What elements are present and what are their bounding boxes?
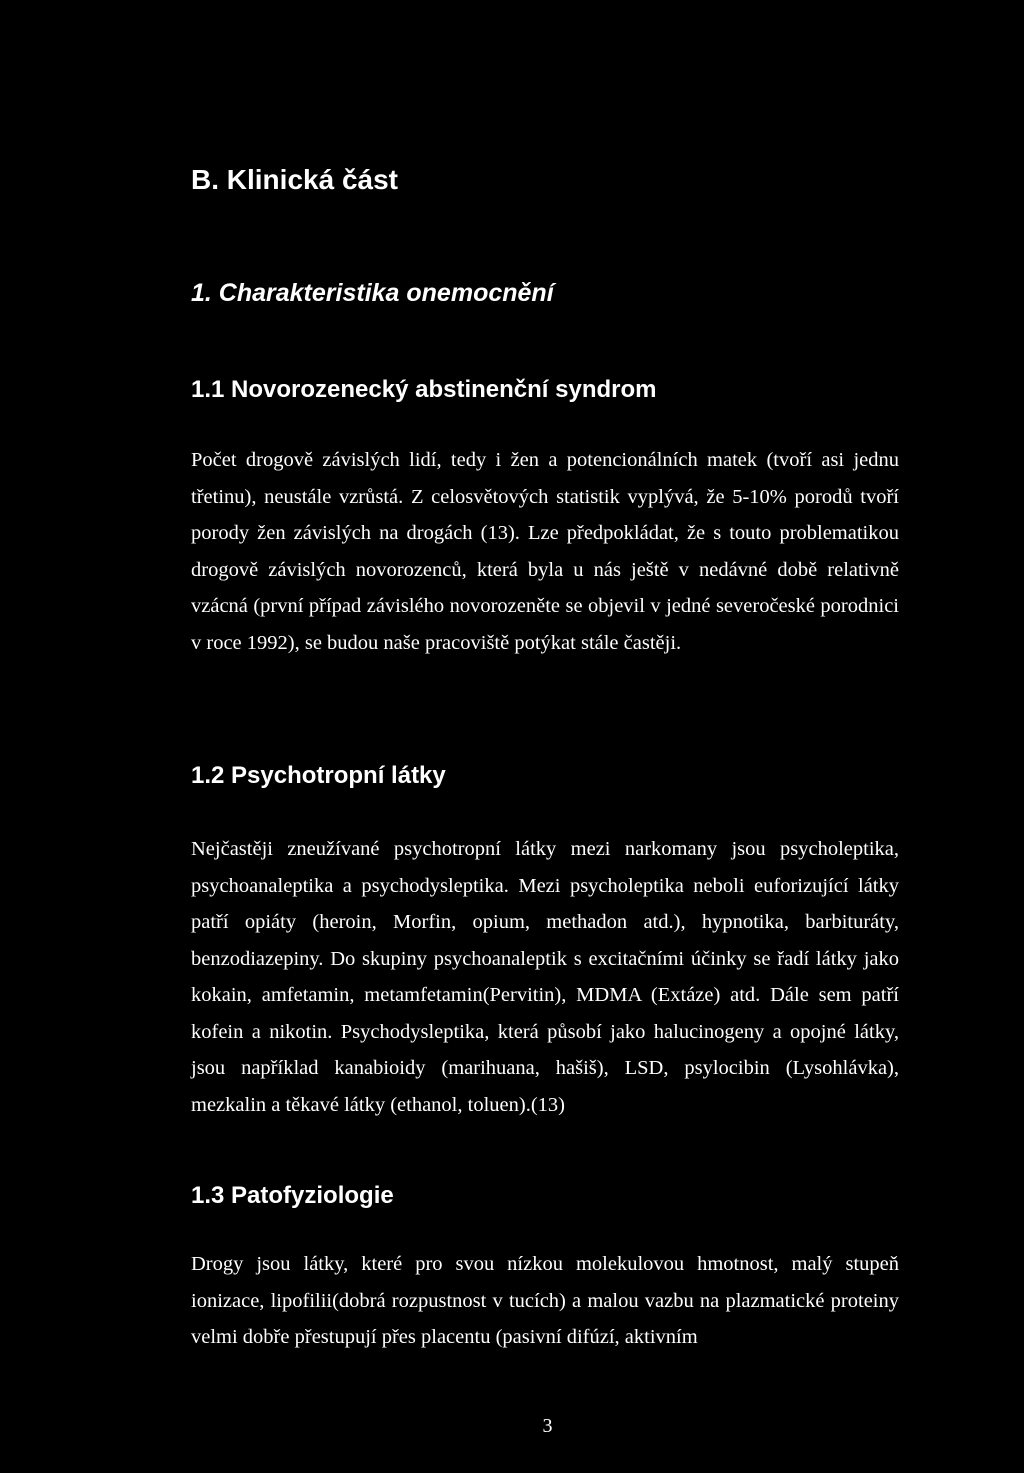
page-number: 3	[542, 1415, 553, 1437]
heading-1-3: 1.3 Patofyziologie	[191, 1182, 394, 1209]
paragraph-1-2: Nejčastěji zneužívané psychotropní látky mezi narkomany jsou psycholeptika, psychoanaleptika a psychodysleptika. Mezi psycholeptika neboli euforizující látky patří opiáty (heroin, Morfin, opium, methadon atd.), hypnotika, barbituráty, benzodiazepiny. Do skupiny psychoanaleptik s excitačními účinky se řadí látky jako kokain, amfetamin, metamfetamin(Pervitin), MDMA (Extáze) atd. Dále sem patří kofein a nikotin. Psychodysleptika, která působí jako halucinogeny a opojné látky, jsou například kanabioidy (marihuana, hašiš), LSD, psylocibin (Lysohlávka), mezkalin a těkavé látky (ethanol, toluen).(13)	[191, 838, 899, 1116]
paragraph-1-1: Počet drogově závislých lidí, tedy i žen a potencionálních matek (tvoří asi jednu třetinu), neustále vzrůstá. Z celosvětových statistik vyplývá, že 5-10% porodů tvoří porody žen závislých na drogách (13). Lze předpokládat, že s touto problematikou drogově závislých novorozenců, která byla u nás ještě v nedávné době relativně vzácná (první případ závislého novorozeněte se objevil v jedné severočeské porodnici v roce 1992), se budou naše pracoviště potýkat stále častěji.	[191, 449, 899, 654]
heading-1-1: 1.1 Novorozenecký abstinenční syndrom	[191, 376, 657, 403]
chapter-title: 1. Charakteristika onemocnění	[191, 279, 554, 307]
paragraph-1-3: Drogy jsou látky, které pro svou nízkou molekulovou hmotnost, malý stupeň ionizace, lipofilii(dobrá rozpustnost v tucích) a malou vazbu na plazmatické proteiny velmi dobře přestupují přes placentu (pasivní difúzí, aktivním	[191, 1253, 899, 1348]
heading-1-2: 1.2 Psychotropní látky	[191, 762, 446, 789]
section-title: B. Klinická část	[191, 164, 398, 195]
